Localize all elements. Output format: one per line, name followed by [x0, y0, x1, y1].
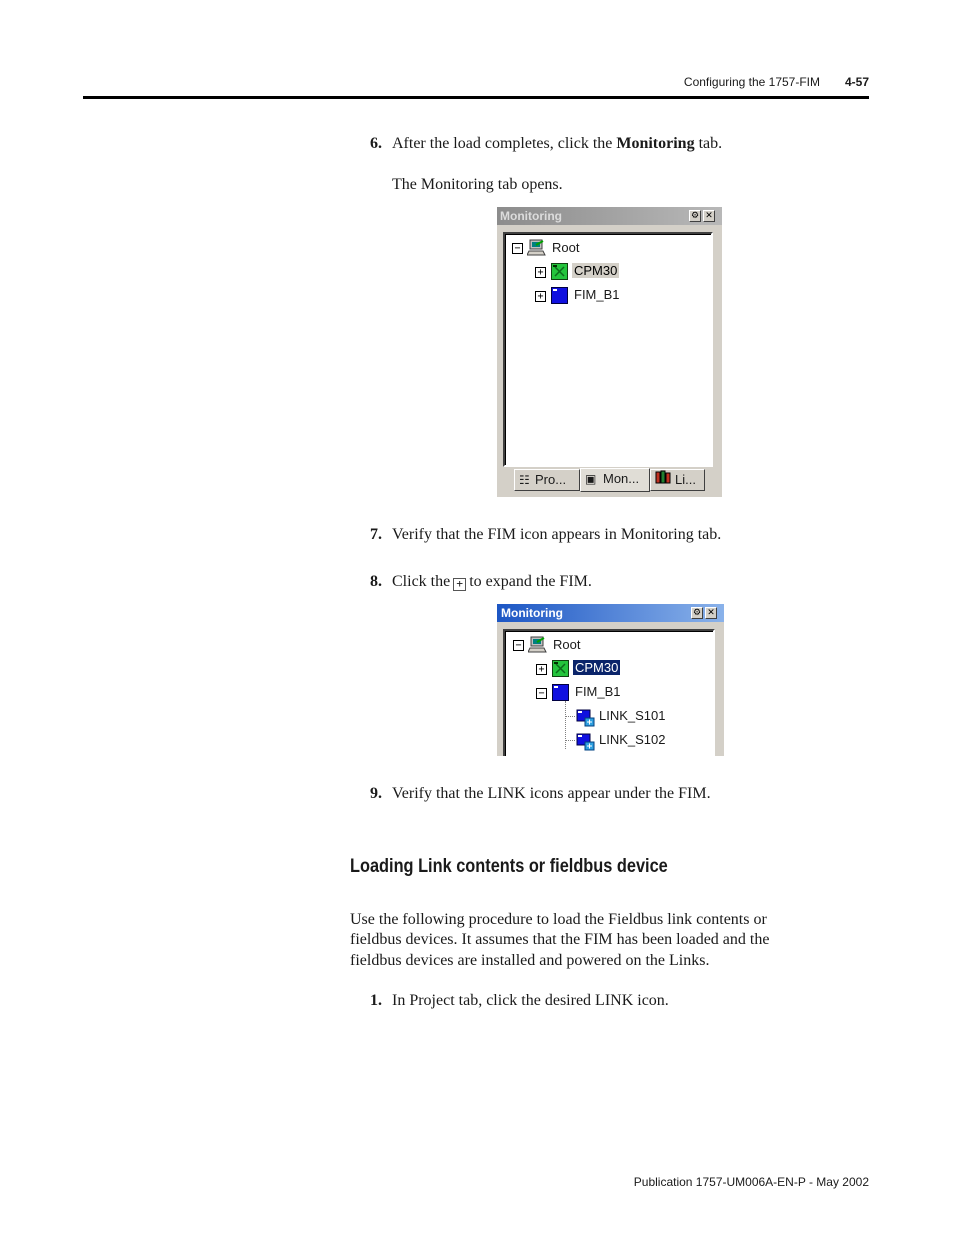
tree-node-link[interactable] [505, 707, 705, 727]
tree-node-fim[interactable] [505, 683, 705, 703]
tree-node-label: CPM30 [574, 263, 618, 278]
pin-icon[interactable]: ⚙ [690, 211, 700, 221]
pin-icon[interactable]: ⚙ [692, 608, 702, 618]
window-titlebar[interactable] [497, 207, 722, 225]
page-number: 4-57 [844, 75, 869, 89]
window-title: Monitoring [501, 606, 563, 620]
monitoring-window-2 [497, 604, 724, 756]
expand-icon[interactable]: + [535, 291, 546, 302]
expand-icon[interactable]: + [535, 267, 546, 278]
step-text [392, 135, 722, 153]
tree-node-link[interactable] [505, 731, 705, 751]
tab-project[interactable] [514, 469, 580, 491]
tree-node-fim[interactable] [505, 286, 705, 306]
step-number: 7. [370, 526, 382, 543]
step-text [392, 573, 592, 591]
step-text: In Project tab, click the desired LINK icon. [392, 992, 669, 1009]
computer-icon [528, 636, 545, 653]
cpm-module-icon [551, 263, 568, 280]
tree-node-label: Root [552, 240, 580, 255]
tree-node-label: FIM_B1 [575, 684, 621, 699]
tree-node-label: FIM_B1 [574, 287, 620, 302]
step-text-before: After the load completes, click the [392, 135, 617, 152]
link-icon [576, 732, 593, 749]
panel-tabs [497, 469, 722, 493]
body-text-line: fieldbus devices. It assumes that the FIM has been loaded and the [350, 931, 770, 948]
tree-node-cpm30[interactable] [505, 659, 705, 679]
tree-connector-line [565, 716, 575, 717]
step-text-bold: Monitoring [616, 135, 695, 152]
monitoring-window-1 [497, 207, 722, 497]
monitor-icon: ▣ [585, 472, 597, 486]
step-result: The Monitoring tab opens. [392, 176, 563, 193]
tree-node-label: Root [553, 637, 581, 652]
library-icon [655, 470, 675, 490]
cpm-module-icon [552, 660, 569, 677]
tab-monitoring[interactable] [580, 468, 650, 492]
step-number: 6. [370, 135, 382, 152]
tree-node-label: LINK_S102 [599, 732, 666, 747]
tab-label: Li... [675, 472, 696, 487]
tab-label: Mon... [603, 471, 640, 486]
step-number: 8. [370, 573, 382, 590]
expand-icon: + [453, 578, 466, 591]
tree-node-label: LINK_S101 [599, 708, 666, 723]
project-tree-icon: ☷ [519, 473, 530, 487]
window-title: Monitoring [500, 209, 562, 223]
tree-node-cpm30[interactable] [505, 262, 705, 282]
expand-icon[interactable]: + [536, 664, 547, 675]
step-text: Verify that the FIM icon appears in Monitoring tab. [392, 526, 722, 543]
step-text-before: Click the [392, 573, 451, 590]
tab-label: Pro... [535, 472, 567, 487]
fim-module-icon [552, 684, 569, 701]
step-number: 9. [370, 785, 382, 802]
body-text-line: Use the following procedure to load the Fieldbus link contents or [350, 911, 767, 928]
collapse-icon[interactable]: − [536, 688, 547, 699]
collapse-icon[interactable]: − [513, 640, 524, 651]
tree-connector-line [565, 740, 575, 741]
step-text-after: tab. [694, 135, 723, 152]
header-rule [83, 96, 869, 99]
footer-publication: Publication 1757-UM006A-EN-P - May 2002 [633, 1175, 869, 1189]
close-icon[interactable]: ✕ [703, 210, 715, 222]
body-text-line: fieldbus devices are installed and powered on the Links. [350, 952, 710, 969]
fim-module-icon [551, 287, 568, 304]
window-titlebar[interactable] [497, 604, 724, 622]
close-icon[interactable]: ✕ [705, 607, 717, 619]
link-icon [576, 708, 593, 725]
running-header-title: Configuring the 1757-FIM [683, 75, 820, 89]
tree-view[interactable] [503, 232, 713, 467]
step-text: Verify that the LINK icons appear under the FIM. [392, 785, 711, 802]
section-heading: Loading Link contents or fieldbus device [350, 856, 668, 877]
tree-node-root[interactable] [505, 635, 705, 655]
computer-icon [527, 239, 544, 256]
step-number: 1. [370, 992, 382, 1009]
tree-node-label-selected: CPM30 [575, 660, 619, 675]
tree-view[interactable] [503, 629, 715, 756]
step-text-after: to expand the FIM. [469, 573, 592, 590]
tree-node-root[interactable] [505, 238, 705, 258]
collapse-icon[interactable]: − [512, 243, 523, 254]
tab-library[interactable] [650, 469, 705, 491]
